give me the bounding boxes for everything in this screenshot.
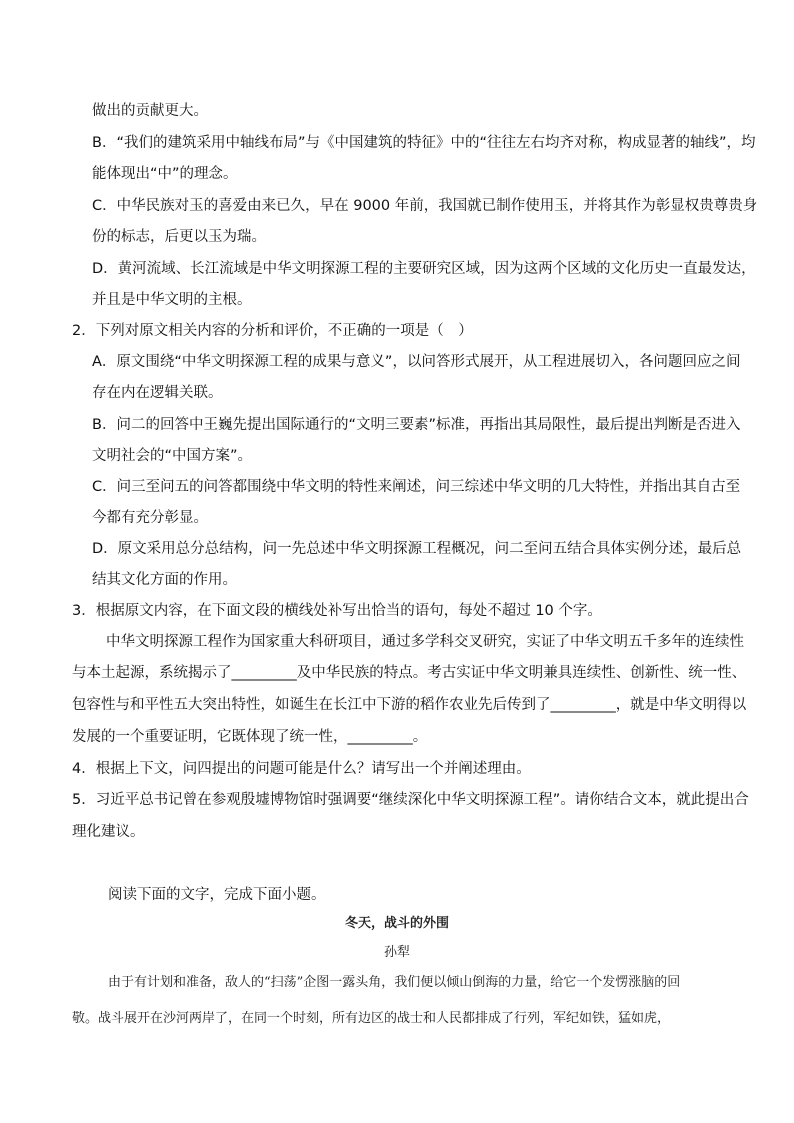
q1-option-b-line-2: 能体现出“中”的理念。 (92, 166, 238, 182)
q1-option-a-tail: 做出的贡献更大。 (92, 103, 208, 119)
q3-paragraph-line-4: 发展的一个重要证明，它既体现了统一性，_________。 (72, 729, 428, 745)
passage-paragraph-line-1: 由于有计划和准备，敌人的“扫荡”企图一露头角，我们便以倾山倒海的力量，给它一个发愣涨脑的回 (108, 975, 681, 990)
q3-paragraph-line-1: 中华文明探源工程作为国家重大科研项目，通过多学科交叉研究，实证了中华文明五千多年的连续性 (106, 634, 744, 650)
q5-stem-line-2: 理化建议。 (72, 824, 145, 840)
q2-option-b-line-1: B．问二的回答中王巍先提出国际通行的“文明三要素”标准，再指出其局限性，最后提出判断是否进入 (92, 417, 741, 433)
q1-option-d-line-1: D．黄河流域、长江流域是中华文明探源工程的主要研究区域，因为这两个区域的文化历史一直最发达， (92, 261, 756, 277)
reading-instruction: 阅读下面的文字，完成下面小题。 (108, 887, 326, 903)
q1-option-c-line-1: C．中华民族对玉的喜爱由来已久，早在 9000 年前，我国就已制作使用玉，并将其作为彰显权贵尊贵身 (92, 198, 758, 214)
q2-option-b-line-2: 文明社会的“中国方案”。 (92, 448, 253, 464)
q2-option-d-line-1: D．原文采用总分总结构，问一先总述中华文明探源工程概况，问二至问五结合具体实例分述，最后总 (92, 541, 742, 557)
q4-stem: 4．根据上下文，问四提出的问题可能是什么？请写出一个并阐述理由。 (72, 761, 531, 777)
q2-option-a-line-1: A．原文围绕“中华文明探源工程的成果与意义”，以问答形式展开，从工程进展切入，各问题回应之间 (92, 354, 741, 370)
passage-title: 冬天，战斗的外围 (344, 916, 449, 931)
passage-author: 孙犁 (383, 945, 410, 960)
q2-stem: 2．下列对原文相关内容的分析和评价，不正确的一项是（ ） (72, 323, 473, 339)
q3-paragraph-line-3: 包容性与和平性五大突出特性，如诞生在长江中下游的稻作农业先后传到了_________，就是中华文明得以 (72, 697, 747, 713)
q3-paragraph-line-2: 与本土起源，系统揭示了_________及中华民族的特点。考古实证中华文明兼具连续性、创新性、统一性、 (72, 665, 747, 681)
q5-stem-line-1: 5．习近平总书记曾在参观殷墟博物馆时强调要“继续深化中华文明探源工程”。请你结合文本，就此提出合 (72, 792, 749, 808)
q3-stem: 3．根据原文内容，在下面文段的横线处补写出恰当的语句，每处不超过 10 个字。 (72, 603, 602, 619)
q2-option-d-line-2: 结其文化方面的作用。 (92, 572, 237, 588)
q1-option-d-line-2: 并且是中华文明的主根。 (92, 292, 252, 308)
q2-option-c-line-1: C．问三至问五的问答都围绕中华文明的特性来阐述，问三综述中华文明的几大特性，并指出其自古至 (92, 479, 741, 495)
passage-paragraph-line-2: 敬。战斗展开在沙河两岸了，在同一个时刻，所有边区的战士和人民都排成了行列，军纪如铁，猛如虎， (72, 1011, 671, 1026)
q2-option-c-line-2: 今都有充分彰显。 (92, 510, 208, 526)
q1-option-c-line-2: 份的标志，后更以玉为瑞。 (92, 229, 266, 245)
q2-option-a-line-2: 存在内在逻辑关联。 (92, 385, 223, 401)
q1-option-b-line-1: B．“我们的建筑采用中轴线布局”与《中国建筑的特征》中的“往往左右均齐对称，构成显著的轴线”，均 (92, 135, 756, 151)
